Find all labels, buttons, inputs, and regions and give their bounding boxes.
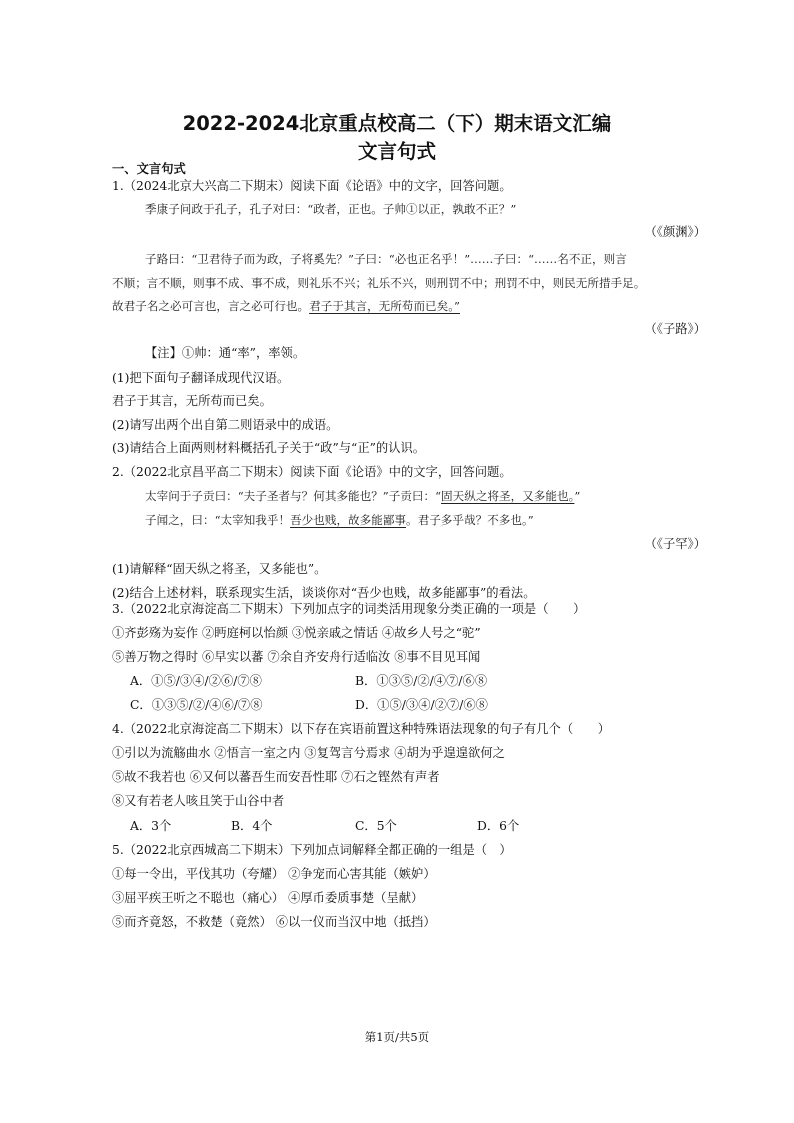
- q4-row1: ①引以为流觞曲水 ②悟言一室之内 ③复驾言兮焉求 ④胡为乎遑遑欲何之: [112, 746, 505, 760]
- section-heading: 一、文言句式: [112, 161, 186, 176]
- q1-note: 【注】①帅：通“率”，率领。: [145, 346, 306, 360]
- q2-passage1-a: 太宰问于子贡曰：“夫子圣者与？何其多能也？”子贡曰：“: [145, 489, 442, 503]
- q2-stem: 2.（2022北京昌平高二下期末）阅读下面《论语》中的文字，回答问题。: [112, 465, 512, 479]
- q3-stem: 3.（2022北京海淀高二下期末）下列加点字的词类活用现象分类正确的一项是（ ）: [112, 602, 586, 616]
- q2-sub2: (2)结合上述材料，联系现实生活，谈谈你对“吾少也贱，故多能鄙事”的看法。: [112, 586, 536, 600]
- q2-source: （《子罕》）: [644, 537, 706, 551]
- q1-underlined-sentence: 君子于其言，无所苟而已矣。”: [309, 299, 460, 313]
- q2-passage1-c: ”: [574, 489, 581, 503]
- q1-passage1: 季康子问政于孔子，孔子对曰：“政者，正也。子帅①以正，孰敢不正？”: [145, 202, 517, 216]
- q3-option-d: D．①⑤/③④/②⑦/⑥⑧: [355, 698, 488, 712]
- q3-option-c: C．①③⑤/②/④⑥/⑦⑧: [130, 698, 263, 712]
- q1-source1: （《颜渊》）: [644, 225, 706, 239]
- q4-stem: 4.（2022北京海淀高二下期末）以下存在宾语前置这种特殊语法现象的句子有几个（ ）: [112, 722, 611, 736]
- q4-option-d: D．6个: [477, 819, 520, 833]
- document-title: 2022-2024北京重点校高二（下）期末语文汇编: [182, 112, 612, 135]
- q2-sub1: (1)请解释“固天纵之将圣，又多能也”。: [112, 562, 327, 576]
- q4-option-b: B．4个: [231, 819, 273, 833]
- q2-passage2-a: 子闻之，曰：“太宰知我乎！: [145, 513, 291, 527]
- q2-underlined-sentence-1: 固天纵之将圣，又多能也。: [441, 489, 575, 503]
- q3-row1: ①齐彭殇为妄作 ②眄庭柯以怡颜 ③悦亲戚之情话 ④故乡人号之“驼”: [112, 626, 481, 640]
- q4-row3: ⑧又有若老人咳且笑于山谷中者: [112, 794, 285, 808]
- q5-row3: ⑤而齐竟怒，不救楚（竟然） ⑥以一仪而当汉中地（抵挡）: [112, 915, 436, 929]
- q1-passage2-line2: 不顺；言不顺，则事不成、事不成，则礼乐不兴；礼乐不兴，则刑罚不中；刑罚不中，则民无所措手足。: [112, 276, 646, 290]
- q1-source2: （《子路》）: [644, 322, 706, 336]
- q5-row1: ①每一令出，平伐其功（夸耀） ②争宠而心害其能（嫉妒）: [112, 867, 436, 881]
- q3-row2: ⑤善万物之得时 ⑥早实以蕃 ⑦余自齐安舟行适临汝 ⑧事不目见耳闻: [112, 650, 481, 664]
- q1-passage2-line3: [112, 297, 460, 315]
- q1-sub3: (3)请结合上面两则材料概括孔子关于“政”与“正”的认识。: [112, 441, 426, 455]
- q5-row2: ③屈平疾王听之不聪也（痛心） ④厚币委质事楚（呈献）: [112, 891, 424, 905]
- q3-option-a: A．①⑤/③④/②⑥/⑦⑧: [130, 674, 262, 688]
- q2-passage2: [145, 511, 534, 529]
- q4-option-c: C．5个: [355, 819, 397, 833]
- q1-passage2-line1: 子路曰：“卫君待子而为政，子将奚先？”子曰：“必也正名乎！”……子曰：“……名不正，则言: [145, 252, 627, 266]
- document-subtitle: 文言句式: [357, 140, 436, 163]
- q2-passage1: [145, 487, 580, 505]
- q1-sub1: (1)把下面句子翻译成现代汉语。: [112, 371, 290, 385]
- q1-sub1-sentence: 君子于其言，无所苟而已矣。: [112, 394, 272, 408]
- q1-passage2-line3-a: 故君子名之必可言也，言之必可行也。: [112, 299, 310, 313]
- q3-option-b: B．①③⑤/②/④⑦/⑥⑧: [355, 674, 488, 688]
- q1-stem: 1.（2024北京大兴高二下期末）阅读下面《论语》中的文字，回答问题。: [112, 179, 512, 193]
- q2-underlined-sentence-2: 吾少也贱，故多能鄙事: [290, 513, 407, 527]
- page-number: 第1页/共5页: [364, 1030, 430, 1044]
- q5-stem: 5.（2022北京西城高二下期末）下列加点词解释全都正确的一组是（ ）: [112, 843, 512, 857]
- q2-passage2-c: 。君子多乎哉？不多也。”: [406, 513, 534, 527]
- q4-row2: ⑤故不我若也 ⑥又何以蕃吾生而安吾性耶 ⑦石之铿然有声者: [112, 770, 440, 784]
- q4-option-a: A．3个: [130, 819, 172, 833]
- q1-sub2: (2)请写出两个出自第二则语录中的成语。: [112, 418, 339, 432]
